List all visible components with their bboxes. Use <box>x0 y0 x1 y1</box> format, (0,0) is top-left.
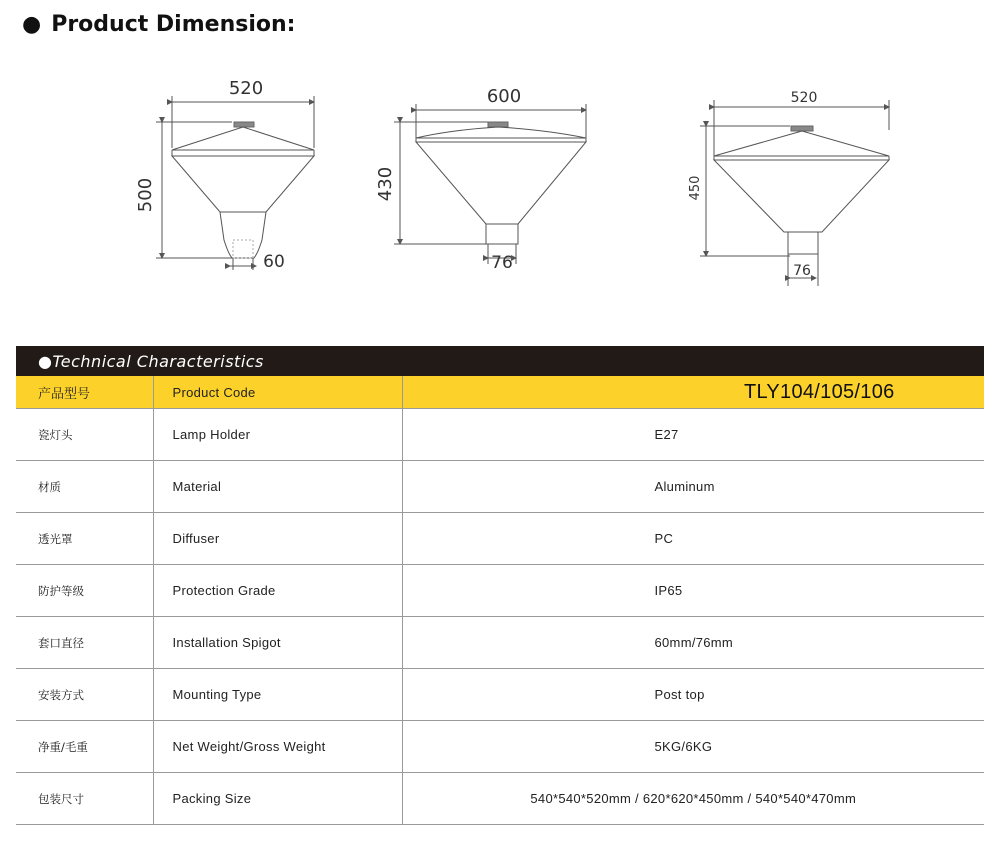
row-value: PC <box>402 513 984 565</box>
dimension-drawings-svg <box>0 60 1000 300</box>
row-cn: 材质 <box>16 461 153 513</box>
lamp-1-drawing <box>156 96 314 270</box>
row-cn: 透光罩 <box>16 513 153 565</box>
lamp-1-width-label: 520 <box>228 78 264 99</box>
row-cn: 套口直径 <box>16 617 153 669</box>
row-en: Installation Spigot <box>153 617 402 669</box>
row-value: 60mm/76mm <box>402 617 984 669</box>
row-cn: 安装方式 <box>16 669 153 721</box>
row-en: Protection Grade <box>153 565 402 617</box>
row-cn: 防护等级 <box>16 565 153 617</box>
lamp-1-height-label: 500 <box>135 177 156 213</box>
table-row <box>16 773 984 825</box>
lamp-2-spigot-label: 76 <box>491 253 513 273</box>
lamp-2-drawing <box>394 104 586 264</box>
table-row <box>16 461 984 513</box>
row-cn: 包装尺寸 <box>16 773 153 825</box>
lamp-3-drawing <box>700 100 889 286</box>
row-cn: 净重/毛重 <box>16 721 153 773</box>
row-value: 5KG/6KG <box>402 721 984 773</box>
lamp-2-width-label: 600 <box>486 86 522 107</box>
lamp-3-height-label: 450 <box>688 175 703 201</box>
row-value: IP65 <box>402 565 984 617</box>
technical-characteristics-table <box>16 346 984 825</box>
lamp-1-spigot-label: 60 <box>263 252 285 272</box>
row-en: Material <box>153 461 402 513</box>
bullet-icon: ● <box>38 351 53 371</box>
table-row <box>16 513 984 565</box>
lamp-3-width-label: 520 <box>790 90 818 106</box>
table-row <box>16 617 984 669</box>
row-en: Lamp Holder <box>153 409 402 461</box>
dimension-drawings <box>0 60 1000 300</box>
header-en: Product Code <box>153 376 402 409</box>
row-en: Mounting Type <box>153 669 402 721</box>
product-code-value: TLY104/105/106 <box>402 376 984 409</box>
row-en: Packing Size <box>153 773 402 825</box>
lamp-3-spigot-label: 76 <box>793 263 811 279</box>
product-dimension-heading <box>22 12 295 37</box>
row-en: Net Weight/Gross Weight <box>153 721 402 773</box>
table-row <box>16 721 984 773</box>
lamp-2-height-label: 430 <box>375 166 396 202</box>
row-value: 540*540*520mm / 620*620*450mm / 540*540*470mm <box>402 773 984 825</box>
row-value: Aluminum <box>402 461 984 513</box>
technical-title: Technical Characteristics <box>52 351 264 371</box>
table-header-row <box>16 376 984 409</box>
row-cn: 瓷灯头 <box>16 409 153 461</box>
table-row <box>16 409 984 461</box>
technical-banner <box>16 346 984 376</box>
row-value: E27 <box>402 409 984 461</box>
product-dimension-title: Product Dimension: <box>51 12 296 37</box>
table-row <box>16 669 984 721</box>
row-value: Post top <box>402 669 984 721</box>
header-cn: 产品型号 <box>16 376 153 409</box>
bullet-icon: ● <box>22 12 42 37</box>
table-row <box>16 565 984 617</box>
row-en: Diffuser <box>153 513 402 565</box>
